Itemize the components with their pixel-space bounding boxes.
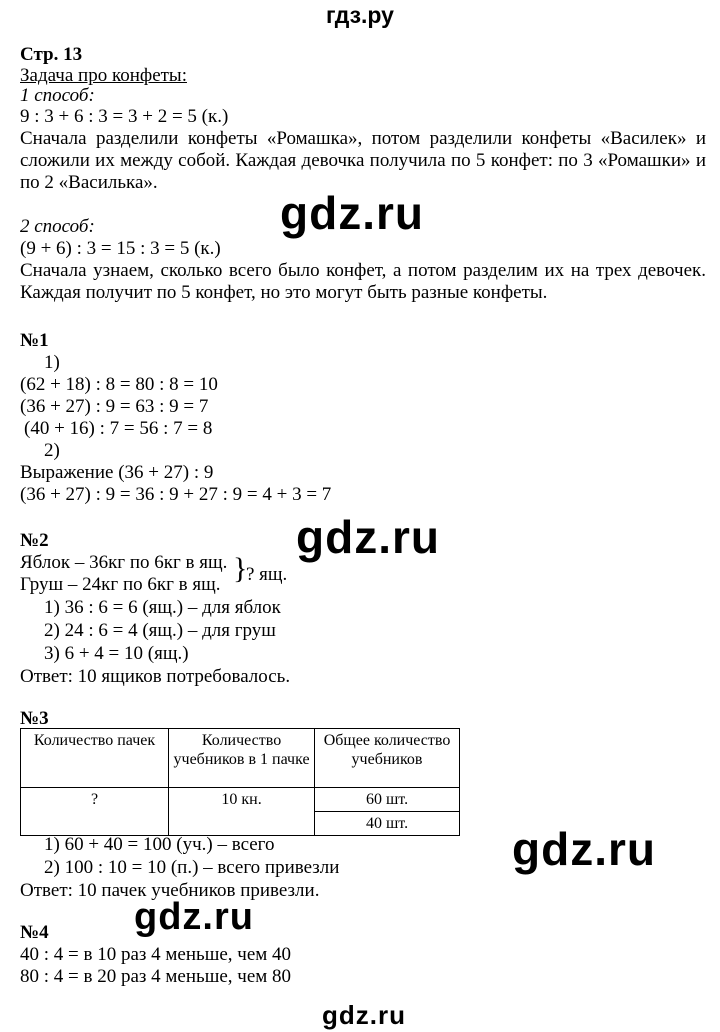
watermark: gdz.ru	[134, 896, 254, 938]
task1-line: (62 + 18) : 8 = 80 : 8 = 10	[20, 374, 218, 395]
table-cell-total: 60 шт.	[315, 788, 460, 812]
table-header-packs: Количество пачек	[21, 729, 169, 788]
table-header-total: Общее количество учебников	[315, 729, 460, 788]
task-title: Задача про конфеты:	[20, 65, 187, 86]
task1-title: №1	[20, 330, 49, 351]
watermark: gdz.ru	[512, 823, 656, 875]
table-cell-packs: ?	[21, 788, 169, 836]
way2-explanation: Сначала узнаем, сколько всего было конфет, а потом разделим их на трех девочек. Каждая получит по 5 конфет, но это могут быть разные конфеты.	[20, 260, 706, 303]
watermark: gdz.ru	[280, 187, 424, 239]
task1-line: (36 + 27) : 9 = 36 : 9 + 27 : 9 = 4 + 3 = 7	[20, 484, 332, 505]
task4-line: 40 : 4 = в 10 раз 4 меньше, чем 40	[20, 944, 292, 965]
watermark: gdz.ru	[322, 1000, 406, 1030]
task4-line: 80 : 4 = в 20 раз 4 меньше, чем 80	[20, 966, 292, 987]
brace-icon: }	[233, 552, 248, 585]
task2-condition-apples: Яблок – 36кг по 6кг в ящ.	[20, 552, 228, 573]
task1-line: Выражение (36 + 27) : 9	[20, 462, 214, 483]
table-header-per-pack: Количество учебников в 1 пачке	[169, 729, 315, 788]
task2-question: ? ящ.	[246, 564, 288, 585]
table-cell-total: 40 шт.	[315, 812, 460, 836]
task3-step: 1) 60 + 40 = 100 (уч.) – всего	[44, 834, 275, 855]
table-cell-per-pack: 10 кн.	[169, 788, 315, 836]
task3-step: 2) 100 : 10 = 10 (п.) – всего привезли	[44, 857, 340, 878]
watermark: gdz.ru	[296, 511, 440, 563]
way2-title: 2 способ:	[20, 216, 95, 237]
task4-title: №4	[20, 922, 49, 943]
task3-title: №3	[20, 708, 49, 729]
task2-title: №2	[20, 530, 49, 551]
task1-part1-label: 1)	[44, 352, 60, 373]
way1-expression: 9 : 3 + 6 : 3 = 3 + 2 = 5 (к.)	[20, 106, 229, 127]
task2-answer: Ответ: 10 ящиков потребовалось.	[20, 666, 291, 687]
task2-step: 3) 6 + 4 = 10 (ящ.)	[44, 643, 189, 664]
task2-condition-pears: Груш – 24кг по 6кг в ящ.	[20, 574, 221, 595]
task2-step: 1) 36 : 6 = 6 (ящ.) – для яблок	[44, 597, 281, 618]
task1-line: (40 + 16) : 7 = 56 : 7 = 8	[24, 418, 213, 439]
way1-explanation: Сначала разделили конфеты «Ромашка», потом разделили конфеты «Василек» и сложили их между собой. Каждая девочка получила по 5 конфет: по 3 «Ромашки» и по 2 «Василька».	[20, 128, 706, 193]
way2-expression: (9 + 6) : 3 = 15 : 3 = 5 (к.)	[20, 238, 221, 259]
way1-title: 1 способ:	[20, 85, 95, 106]
task1-part2-label: 2)	[44, 440, 60, 461]
task1-line: (36 + 27) : 9 = 63 : 9 = 7	[20, 396, 209, 417]
task2-step: 2) 24 : 6 = 4 (ящ.) – для груш	[44, 620, 276, 641]
site-header: гдз.ру	[326, 2, 394, 28]
task3-answer: Ответ: 10 пачек учебников привезли.	[20, 880, 320, 901]
page-label: Стр. 13	[20, 44, 83, 65]
task3-table	[20, 728, 460, 836]
